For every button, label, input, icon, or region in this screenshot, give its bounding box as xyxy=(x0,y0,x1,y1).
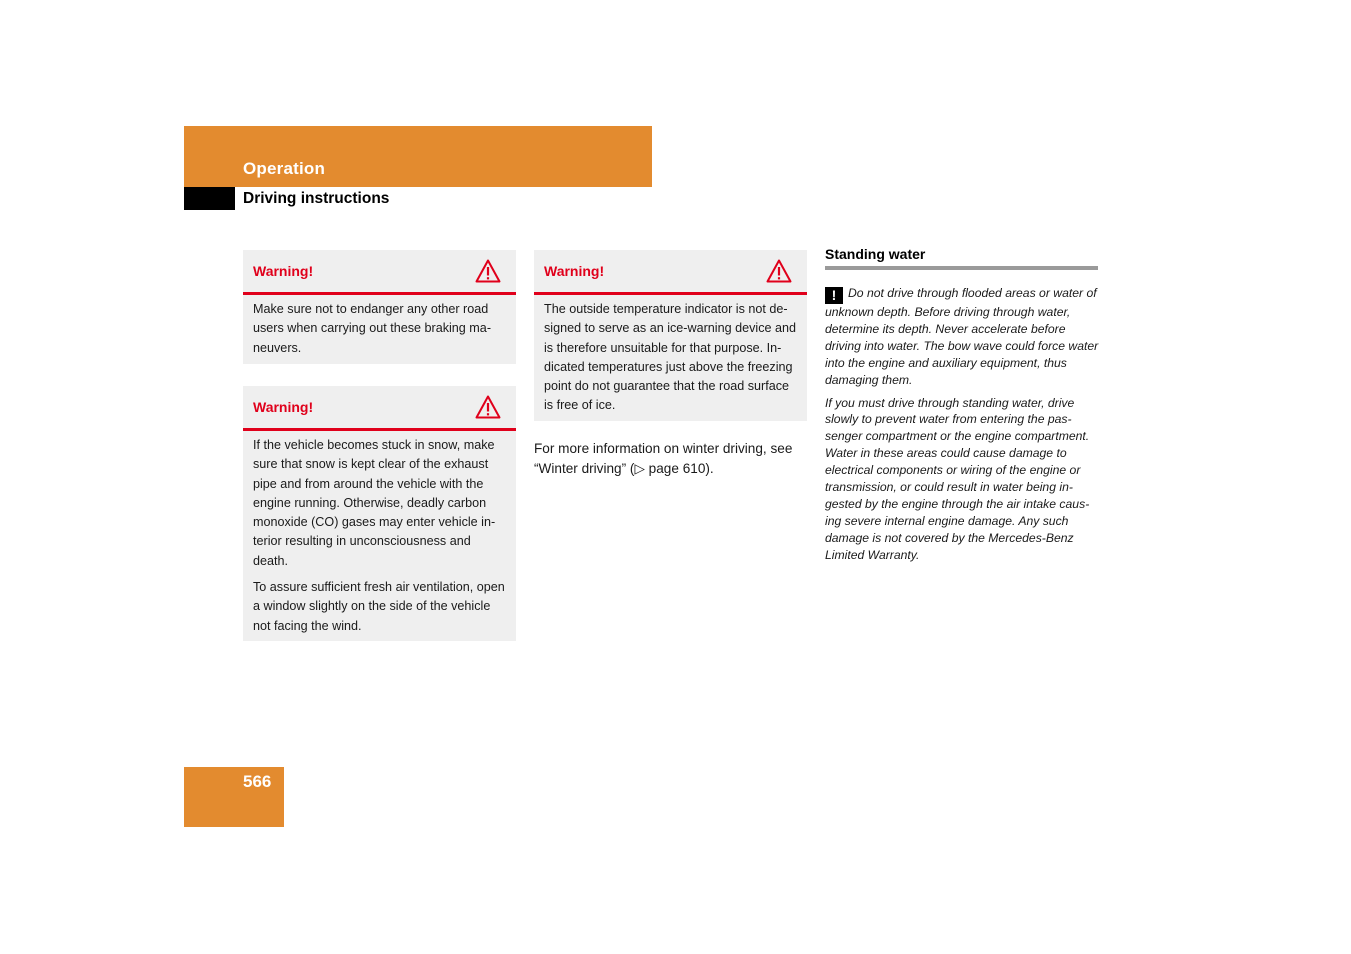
warning-triangle-icon xyxy=(475,395,501,419)
warning-text: To assure sufficient fresh air ventilation, open a window slightly on the side of the vehicle not facing the wind. xyxy=(253,580,505,633)
warning-triangle-icon xyxy=(475,259,501,283)
warning-label: Warning! xyxy=(253,263,314,279)
warning-box-temperature xyxy=(534,250,807,421)
warning-body xyxy=(534,295,807,422)
warning-label: Warning! xyxy=(253,399,314,415)
page-number: 566 xyxy=(243,772,272,791)
warning-label: Warning! xyxy=(544,263,605,279)
standing-water-body xyxy=(825,285,1100,570)
warning-header xyxy=(534,250,807,295)
warning-header xyxy=(243,386,516,431)
warning-text: Make sure not to endanger any other road users when carrying out these braking maneuvers. xyxy=(253,302,492,355)
warning-box-braking xyxy=(243,250,516,364)
standing-water-text: If you must drive through standing water, drive slowly to prevent water from entering the passenger compartment or the engine compartment. Water in these areas could cause damage to electrical components or wiring of the engine or transmission, or could result in water being ingested by the engine through the air intake causing severe internal engine damage. Any such damage is not covered by the Mercedes-Benz Limited Warranty. xyxy=(825,395,1090,562)
warning-box-snow xyxy=(243,386,516,641)
notice-text: Do not drive through flooded areas or water of unknown depth. Before driving through water, determine its depth. Never accelerate before driving into water. The bow wave could force water into the engine and auxiliary equipment, thus damaging them. xyxy=(825,286,1099,387)
subsection-title: Driving instructions xyxy=(243,190,390,207)
standing-water-heading: Standing water xyxy=(825,246,926,262)
warning-body xyxy=(243,295,516,364)
warning-header xyxy=(243,250,516,295)
warning-text: The outside temperature indicator is not designed to serve as an ice-warning device and is therefore unsuitable for that purpose. Indicated temperatures just above the freezing point do not guarantee that the road surface is free of ice. xyxy=(544,302,797,413)
warning-text: If the vehicle becomes stuck in snow, make sure that snow is kept clear of the exhaust pipe and from around the vehicle with the engine running. Otherwise, deadly carbon monoxide (CO) gases may enter vehicle interior resulting in unconsciousness and death. xyxy=(253,438,496,568)
notice-paragraph xyxy=(825,285,1100,389)
section-tab-marker xyxy=(184,187,235,210)
exclamation-icon: ! xyxy=(825,287,843,304)
warning-triangle-icon xyxy=(766,259,792,283)
winter-driving-reference: For more information on winter driving, see “Winter driving” (▷ page 610). xyxy=(534,441,793,476)
warning-body xyxy=(243,431,516,642)
section-title: Operation xyxy=(243,159,326,178)
heading-rule xyxy=(825,266,1098,270)
